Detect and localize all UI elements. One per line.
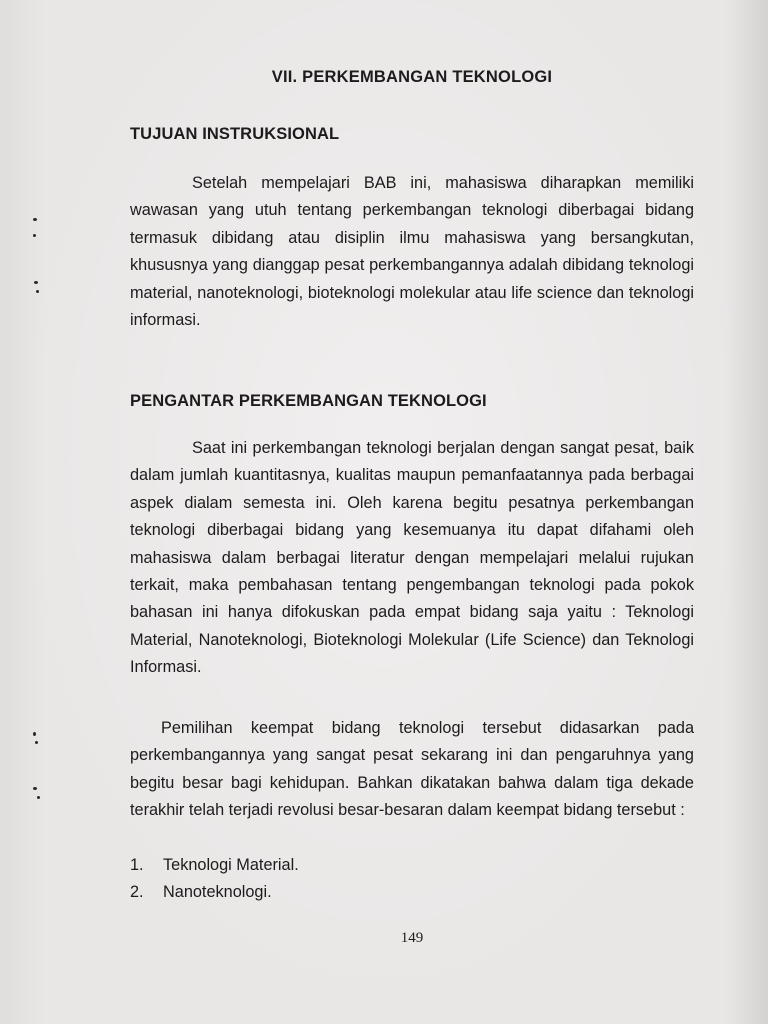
scan-speck	[33, 732, 36, 736]
scan-speck	[34, 281, 38, 284]
paragraph-pengantar-2: Pemilihan keempat bidang teknologi tersebut didasarkan pada perkembangannya yang sangat pesat sekarang ini dan pengaruhnya yang begitu besar bagi kehidupan. Bahkan dikatakan bahwa dalam tiga dekade terakhir telah terjadi revolusi besar-besaran dalam keempat bidang tersebut :	[130, 719, 694, 820]
list-item-text: Teknologi Material.	[163, 856, 299, 874]
list-item	[130, 879, 299, 906]
scan-speck	[33, 787, 37, 790]
paragraph-pengantar-1: Saat ini perkembangan teknologi berjalan dengan sangat pesat, baik dalam jumlah kuantitasnya, kualitas maupun pemanfaatannya pada berbagai aspek dialam semesta ini. Oleh karena begitu pesatnya perkembangan teknologi diberbagai bidang yang kesemuanya itu dapat difahami oleh mahasiswa dalam berbagai literatur dengan mempelajari melalui rujukan terkait, maka pembahasan tentang pengembangan teknologi pada pokok bahasan ini hanya difokuskan pada empat bidang saja yaitu : Teknologi Material, Nanoteknologi, Bioteknologi Molekular (Life Science) dan Teknologi Informasi.	[130, 439, 694, 677]
technology-list	[130, 852, 299, 907]
list-item-number: 1.	[130, 856, 144, 874]
list-item-number: 2.	[130, 883, 144, 902]
list-item-text: Nanoteknologi.	[163, 883, 272, 902]
scan-speck	[33, 218, 37, 221]
paragraph-tujuan: Setelah mempelajari BAB ini, mahasiswa diharapkan memiliki wawasan yang utuh tentang perkembangan teknologi diberbagai bidang termasuk dibidang atau disiplin ilmu mahasiswa yang bersangkutan, khususnya yang dianggap pesat perkembangannya adalah dibidang teknologi material, nanoteknologi, bioteknologi molekular atau life science dan teknologi informasi.	[130, 174, 694, 330]
scan-speck	[33, 234, 36, 237]
scan-edge-shade	[728, 0, 768, 1024]
section-heading-pengantar: PENGANTAR PERKEMBANGAN TEKNOLOGI	[130, 392, 487, 410]
page-number: 149	[400, 930, 424, 946]
chapter-title: VII. PERKEMBANGAN TEKNOLOGI	[271, 68, 553, 86]
section-heading-tujuan: TUJUAN INSTRUKSIONAL	[130, 125, 340, 143]
scan-speck	[36, 290, 39, 293]
scan-speck	[37, 796, 40, 799]
scan-speck	[35, 741, 38, 744]
list-item	[130, 852, 299, 879]
